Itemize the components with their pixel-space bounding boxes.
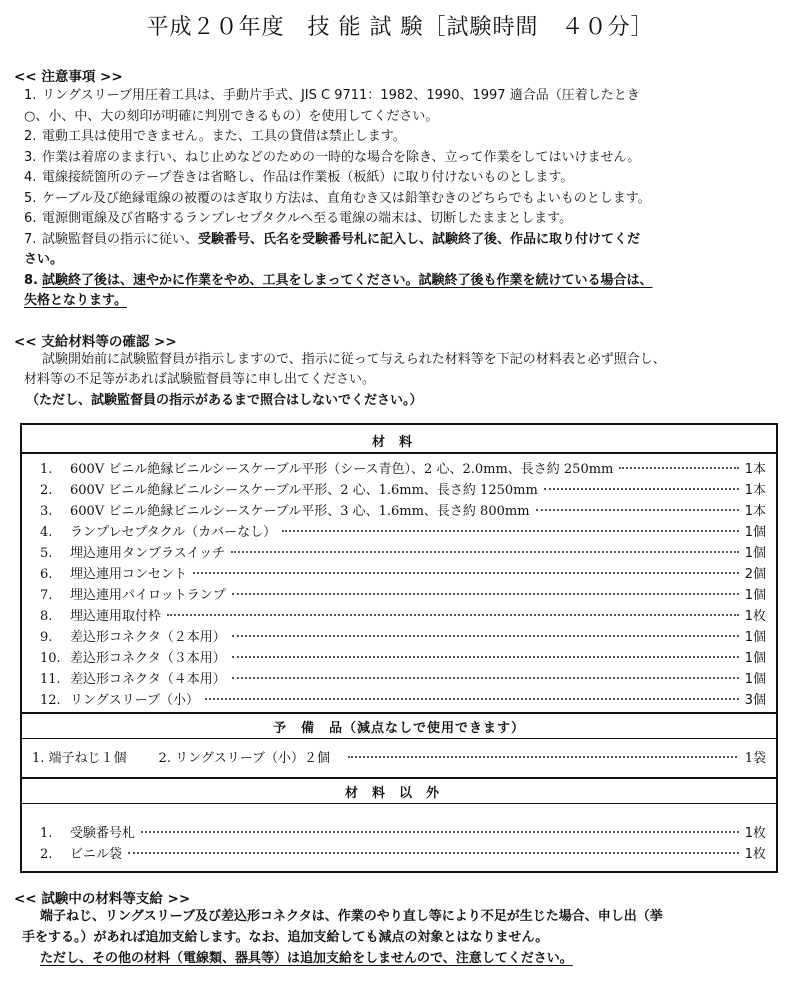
note-item-warning: 8. 試験終了後は、速やかに作業をやめ、工具をしまってください。試験終了後も作業を続けている場合は、	[24, 272, 653, 288]
note-item: 4. 電線接続箇所のテープ巻きは省略し、作品は作業板（板紙）に取り付けないものとします。	[24, 170, 574, 185]
material-row: 5. 埋込連用タンブラスイッチ 1個	[40, 546, 766, 561]
spare-item: 1. 端子ねじ１個	[32, 751, 127, 766]
note-item: 3. 作業は着席のまま行い、ねじ止めなどのための一時的な場合を除き、立って作業をしてはいけません。	[24, 149, 641, 165]
material-row: 1. 600V ビニル絶縁ビニルシースケーブル平形（シース青色）、2 心、2.0mm、長さ約 250mm 1本	[40, 462, 766, 477]
materials-table	[20, 423, 778, 873]
page-title: 平成２０年度 技 能 試 験［試験時間 ４０分］	[146, 15, 654, 40]
spare-row	[32, 747, 766, 767]
material-row: 4. ランプレセプタクル（カバーなし） 1個	[40, 525, 766, 540]
note-item-continued: 失格となります。	[24, 293, 127, 308]
material-row: 8. 埋込連用取付枠 1枚	[40, 609, 766, 624]
material-row: 6. 埋込連用コンセント 2個	[40, 567, 766, 582]
note-item: 7. 試験監督員の指示に従い、受験番号、氏名を受験番号札に記入し、試験終了後、作品に取り付けてくだ	[24, 231, 641, 247]
material-row: 9. 差込形コネクタ（２本用） 1個	[40, 630, 766, 645]
supply-text-3: ただし、その他の材料（電線類、器具等）は追加支給をしませんので、注意してください。	[40, 951, 573, 966]
note-item: 5. ケーブル及び絶縁電線の被覆のはぎ取り方法は、直角むき又は鉛筆むきのどちらでもよいものとします。	[24, 190, 651, 206]
divider	[22, 712, 776, 714]
material-row: 3. 600V ビニル絶縁ビニルシースケーブル平形、3 心、1.6mm、長さ約 800mm 1本	[40, 504, 766, 519]
other-row: 1. 受験番号札 1枚	[40, 826, 766, 841]
materials-heading: 材料	[371, 435, 426, 450]
note-item: 2. 電動工具は使用できません。また、工具の貸借は禁止します。	[24, 129, 406, 144]
divider	[22, 803, 776, 804]
confirm-text-1: 試験開始前に試験監督員が指示しますので、指示に従って与えられた材料等を下記の材料表と必ず照合し、	[42, 352, 666, 367]
material-row: 11. 差込形コネクタ（４本用） 1個	[40, 672, 766, 687]
spare-qty: 1袋	[744, 751, 766, 766]
material-row: 2. 600V ビニル絶縁ビニルシースケーブル平形、2 心、1.6mm、長さ約 1250mm 1本	[40, 483, 766, 498]
note-item: 1. リングスリーブ用圧着工具は、手動片手式、JIS C 9711：1982、1990、1997 適合品（圧着したとき	[24, 88, 640, 103]
supply-heading: << 試験中の材料等支給 >>	[14, 891, 191, 907]
supply-text-2: 手をする。）があれば追加支給します。なお、追加支給しても減点の対象とはなりません。	[22, 930, 549, 945]
note-item: 6. 電源側電線及び省略するランプレセプタクルへ至る電線の端末は、切断したままとします。	[24, 211, 573, 226]
divider	[22, 738, 776, 739]
material-row: 12. リングスリーブ（小） 3個	[40, 693, 766, 708]
other-row: 2. ビニル袋 1枚	[40, 847, 766, 862]
divider	[22, 777, 776, 779]
note-item-continued: ○、小、中、大の刻印が明確に判別できるもの）を使用してください。	[24, 108, 439, 124]
material-row: 10. 差込形コネクタ（３本用） 1個	[40, 651, 766, 666]
confirm-text-2: 材料等の不足等があれば試験監督員等に申し出てください。	[24, 372, 376, 387]
material-row: 7. 埋込連用パイロットランプ 1個	[40, 588, 766, 603]
confirm-text-3: （ただし、試験監督員の指示があるまで照合はしないでください。）	[26, 393, 423, 408]
note-item-continued: さい。	[24, 252, 64, 267]
divider	[22, 452, 776, 454]
spare-item: 2. リングスリーブ（小）２個	[158, 751, 331, 766]
spare-heading: 予 備 品（減点なしで使用できます）	[272, 721, 525, 736]
notes-list	[24, 86, 792, 312]
notes-heading: << 注意事項 >>	[14, 69, 123, 85]
confirm-heading: << 支給材料等の確認 >>	[14, 334, 177, 350]
other-heading: 材料以外	[344, 786, 453, 801]
supply-text-1: 端子ねじ、リングスリーブ及び差込形コネクタは、作業のやり直し等により不足が生じた場合、申し出（挙	[40, 909, 663, 924]
